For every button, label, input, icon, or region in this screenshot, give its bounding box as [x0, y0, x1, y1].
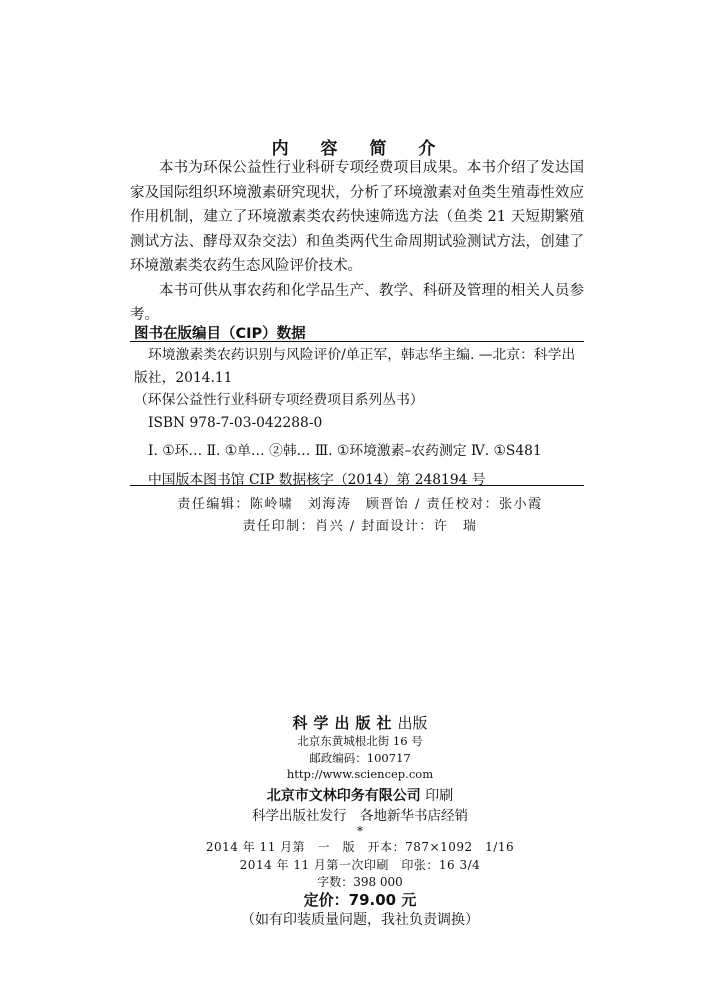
quality-note: （如有印装质量问题，我社负责调换）: [241, 912, 479, 928]
word-count: 字数：398 000: [317, 875, 403, 889]
editor-credits: 责任编辑：陈岭啸 刘海涛 顾晋饴 / 责任校对：张小霞: [177, 497, 543, 512]
printing-line: 2014 年 11 月第一次印刷 印张：16 3/4: [239, 858, 481, 872]
summary-paragraph: 本书可供从事农药和化学品生产、教学、科研及管理的相关人员参考。: [130, 282, 584, 323]
cip-record-number: 中国版本图书馆 CIP 数据核字（2014）第 248194 号: [148, 471, 486, 488]
cip-bottom-rule: [130, 485, 584, 486]
publisher-postcode: 邮政编码：100717: [309, 751, 411, 765]
cip-classification: Ⅰ. ①环… Ⅱ. ①单… ②韩… Ⅲ. ①环境激素–农药测定 Ⅳ. ①S481: [148, 443, 542, 459]
production-credits: 责任印制：肖兴 / 封面设计：许 瑞: [242, 519, 478, 534]
publisher-line: [0, 712, 720, 733]
separator-star: *: [357, 824, 363, 838]
publisher-suffix: 出版: [397, 714, 428, 732]
cip-top-rule: [130, 341, 584, 342]
distribution-line: 科学出版社发行 各地新华书店经销: [252, 808, 468, 824]
printer-line: [0, 785, 720, 805]
printer-suffix: 印刷: [425, 788, 454, 804]
cip-series: （环保公益性行业科研专项经费项目系列丛书）: [134, 392, 424, 408]
cip-title: 图书在版编目（CIP）数据: [134, 326, 306, 342]
summary-text: [130, 156, 584, 328]
publisher-address: 北京东黄城根北街 16 号: [297, 734, 423, 748]
summary-title: 内 容 简 介: [271, 139, 449, 159]
cip-description-cont: 版社，2014.11: [134, 369, 233, 386]
publisher-name: 科学出版社: [292, 714, 398, 732]
summary-paragraph: 本书为环保公益性行业科研专项经费项目成果。本书介绍了发达国家及国际组织环境激素研究现状，分析了环境激素对鱼类生殖毒性效应作用机制，建立了环境激素类农药快速筛选方法（鱼类 21 天短期繁殖测试方法、酵母双杂交法）和鱼类两代生命周期试验测试方法，创建了环境激素类农药生态风险评价技术。: [130, 160, 584, 274]
price: 定价：79.00 元: [303, 891, 417, 909]
cip-isbn: ISBN 978-7-03-042288-0: [148, 414, 323, 431]
publisher-url: http://www.sciencep.com: [286, 767, 434, 781]
printer-name: 北京市文林印务有限公司: [266, 788, 421, 804]
cip-block: [134, 344, 586, 491]
cip-description: 环境激素类农药识别与风险评价/单正军，韩志华主编. —北京：科学出: [148, 347, 576, 363]
edition-line: 2014 年 11 月第 一 版 开本：787×1092 1/16: [205, 840, 515, 854]
